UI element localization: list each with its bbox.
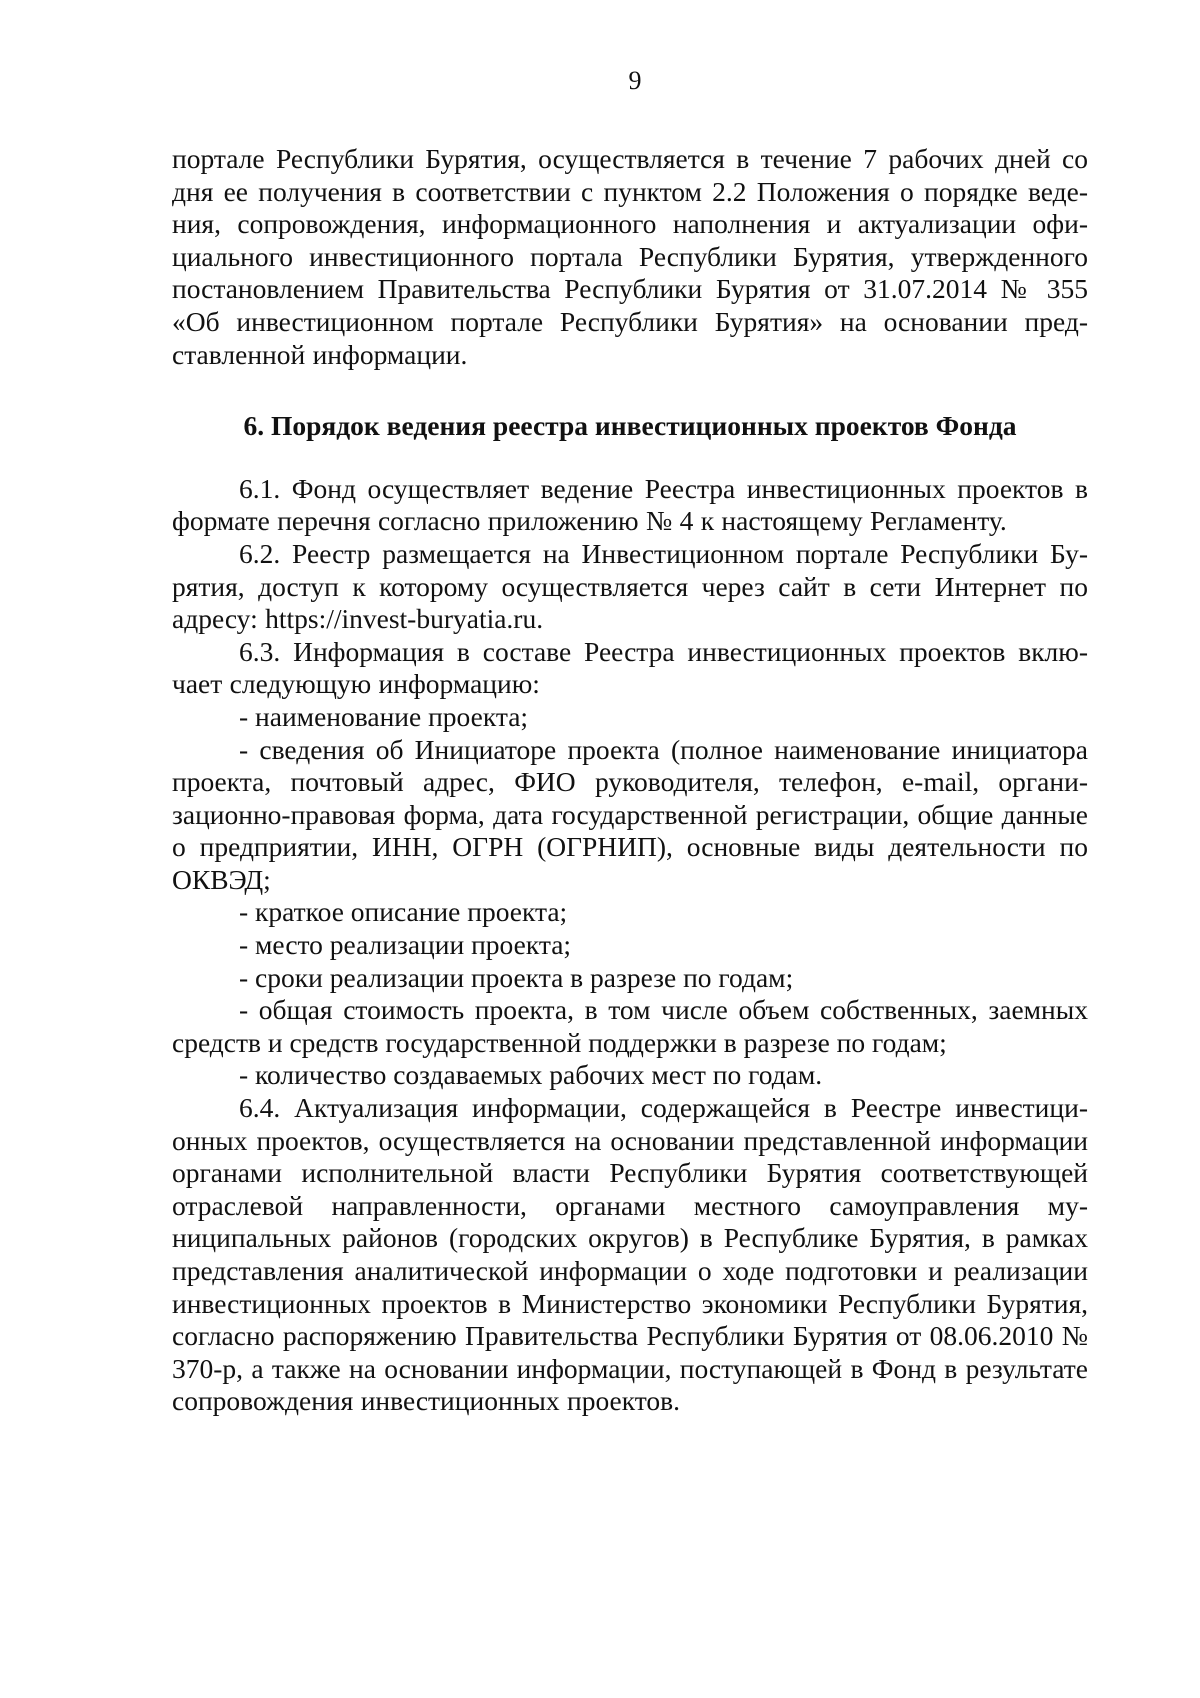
paragraph-6-1: 6.1. Фонд осуществляет ведение Реестра инвестиционных проектов в формате перечня согласно приложению № 4 к настоящему Регламенту. [172, 472, 1088, 537]
list-item: - наименование проекта; [239, 700, 529, 732]
paragraph-6-3: 6.3. Информация в составе Реестра инвестиционных проектов включает следующую информацию: [172, 635, 1088, 700]
page-number: 9 [628, 66, 642, 95]
paragraph-6-4: 6.4. Актуализация информации, содержащейся в Реестре инвестиционных проектов, осуществляется на основании представленной информации органами исполнительной власти Республики Бурятия соответствующей отраслевой направленности, органами местного самоуправления муниципальных районов (городских округов) в Республике Бурятия, в рамках представления аналитической информации о ходе подготовки и реализации инвестиционных проектов в Министерство экономики Республики Бурятия, согласно распоряжению Правительства Республики Бурятия от 08.06.2010 № 370-р, а также на основании информации, поступающей в Фонд в результате сопровождения инвестиционных проектов. [172, 1092, 1088, 1417]
list-item: - сроки реализации проекта в разрезе по годам; [239, 961, 794, 993]
list-item: - сведения об Инициаторе проекта (полное наименование инициатора проекта, почтовый адрес, ФИО руководителя, телефон, e-mail, организационно-правовая форма, дата государственной регистрации, общие данные о предприятии, ИНН, ОГРН (ОГРНИП), основные виды деятельности по ОКВЭД; [172, 733, 1088, 895]
list-item: - краткое описание проекта; [239, 896, 568, 928]
list-item: - общая стоимость проекта, в том числе объем собственных, заемных средств и средств государственной поддержки в разрезе по годам; [172, 994, 1088, 1058]
paragraph-6-2: 6.2. Реестр размещается на Инвестиционном портале Республики Бурятия, доступ к которому осуществляется через сайт в сети Интернет по адресу: https://invest-buryatia.ru. [172, 537, 1088, 635]
list-item: - количество создаваемых рабочих мест по годам. [239, 1059, 823, 1091]
registry-info-list [172, 701, 1088, 1092]
section-heading: 6. Порядок ведения реестра инвестиционных проектов Фонда [243, 410, 1017, 442]
intro-paragraph: порталe Республики Бурятия, осуществляется в течение 7 рабочих дней со дня ее получения в соответствии с пунктом 2.2 Положения о порядке ведения, сопровождения, информационного наполнения и актуализации официального инвестиционного портала Республики Бурятия, утвержденного постановлением Правительства Республики Бурятия от 31.07.2014 № 355 «Об инвестиционном портале Республики Бурятия» на основании представленной информации. [172, 143, 1088, 370]
list-item: - место реализации проекта; [239, 929, 572, 961]
